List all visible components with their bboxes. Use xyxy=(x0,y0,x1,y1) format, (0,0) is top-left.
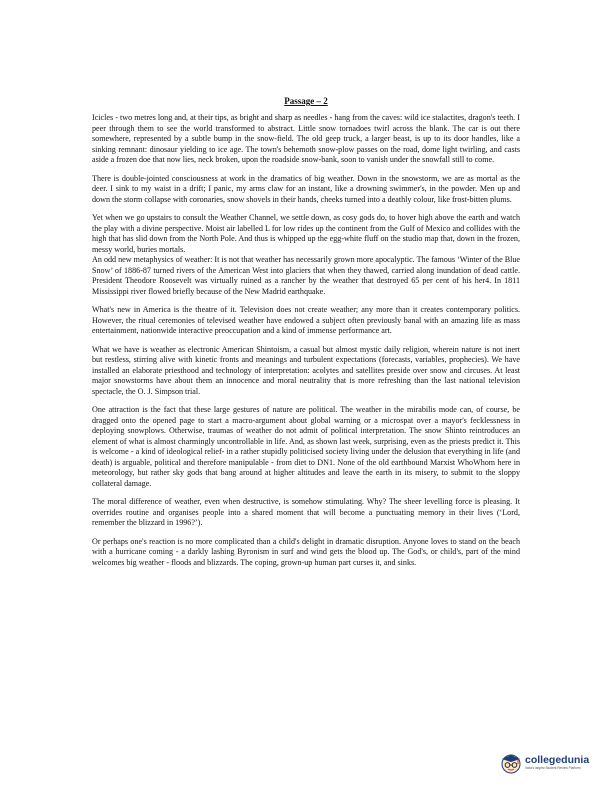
passage-title: Passage – 2 xyxy=(284,96,328,106)
paragraph-double-jointed: There is double-jointed consciousness at work in the dramatics of big weather. Down in the snowstorm, we are as mortal as the deer. I sink to my waist in a drift; I panic, my arms claw for an instant, like a drowning swimmer's, in the powder. Men up and down the storm collapse with coronaries, snow shovels in their hands, cheeks turned into a deathly colour, like frost-bitten plums. xyxy=(92,173,520,204)
paragraph-metaphysics: An odd new metaphysics of weather: It is not that weather has necessarily grown more apocalyptic. The famous ‘Winter of the Blue Snow’ of 1886-87 turned rivers of the American West into glaciers that when they thawed, carried along inundation of dead cattle. President Theodore Roosevelt was virtually ruined as a rancher by the weather that destroyed 65 per cent of his her4. In 1811 Mississippi river flowed briefly because of the New Madrid earthquake. xyxy=(92,255,520,296)
document-page xyxy=(92,96,520,576)
graduate-icon xyxy=(500,752,522,774)
logo-brand-name: collegedunia xyxy=(525,754,590,766)
paragraph-shintoism: What we have is weather as electronic American Shintoism, a casual but almost mystic daily religion, wherein nature is not inert but restless, stirring alive with kinetic fronts and meanings and turbulent expectations (forecasts, variables, prophecies). We have installed an elaborate priesthood and technology of interpretation: acolytes and satellites preside over snow and circuses. At least major snowstorms have about them an innocence and moral neutrality that is more refreshing than the last national television spectacle, the O. J. Simpson trial. xyxy=(92,344,520,396)
paragraph-theatre: What's new in America is the theatre of it. Television does not create weather; any more than it creates contemporary politics. However, the ritual ceremonies of televised weather have endowed a subject often previously banal with an amazing life as mass entertainment, nationwide interactive preoccupation and a kind of immense performance art. xyxy=(92,305,520,335)
paragraph-moral-difference: The moral difference of weather, even when destructive, is somehow stimulating. Why? The sheer levelling force is pleasing. It overrides routine and organises people into a shared moment that will become a punctuating memory in their lives (‘Lord, remember the blizzard in 1996?’). xyxy=(92,497,520,527)
paragraph-weather-channel: Yet when we go upstairs to consult the Weather Channel, we settle down, as cosy gods do, to hover high above the earth and watch the play with a divine perspective. Moist air labelled L for low rides up the continent from the Gulf of Mexico and collides with the high that has slid down from the North Pole. And thus is whipped up the egg-white fluff on the studio map that, down in the frozen, messy world, buries mortals. xyxy=(92,213,520,254)
logo-tagline: India's largest Student Review Platform xyxy=(525,766,581,770)
logo-text xyxy=(525,755,589,771)
paragraph-child-delight: Or perhaps one's reaction is no more complicated than a child's delight in dramatic disruption. Anyone loves to stand on the beach with a hurricane coming - a darkly lashing Byronism in surf and wind gets the blood up. The God's, or child's, part of the mind welcomes big weather - floods and blizzards. The coping, grown-up human part curses it, and sinks. xyxy=(92,536,520,567)
paragraph-political: One attraction is the fact that these large gestures of nature are political. The weather in the mirabilis mode can, of course, be dragged onto the opened page to start a macro-argument about global warning or a microspat over a mayor's fecklessness in deploying snowplows. Otherwise, traumas of weather do not admit of political interpretation. The snow Shinto reintroduces an element of what is almost charmingly uncontrollable in life. And, as shown last week, surprising, even as the priests predict it. This is welcome - a kind of ideological relief- in a rather stupidly politicised society living under the delusion that everything in life (and death) is arguable, political and therefore manipulable - from diet to DN1. None of the old earthbound Marxist WhoWhom here in meteorology, but rather sky gods that bang around at higher altitudes and leave the earth in its misery, to submit to the sloppy collateral damage. xyxy=(92,405,520,488)
paragraph-icicles: Icicles - two metres long and, at their tips, as bright and sharp as needles - hang from the caves: wild ice stalactites, dragon's teeth. I peer through them to see the world transformed to abstract. Little snow tornadoes twirl across the blank. The car is out there somewhere, represented by a subtle bump in the snow-field. The old geep truck, a larger beast, is up to its door handles, like a sinking remnant: dinosaur yielding to ice age. The town's behemoth snow-plow passes on the road, dome light twirling, and casts aside a frozen doe that now lies, neck broken, upon the roadside snow-bank, soon to vanish under the snowfall still to come. xyxy=(92,113,520,164)
collegedunia-watermark xyxy=(500,752,589,774)
